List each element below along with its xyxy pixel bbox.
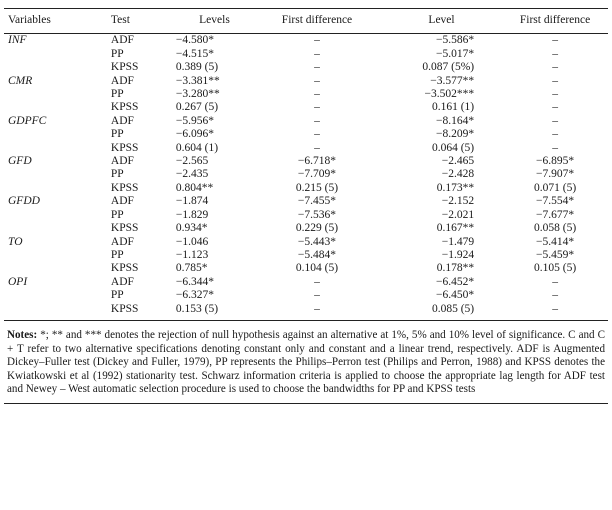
cell-variable: GFDD [8,195,40,208]
cell-first-difference: −7.536* [297,208,337,221]
cell-first-difference-2: 0.058 (5) [533,222,577,235]
cell-first-difference-2: – [552,302,558,315]
cell-level: −3.502*** [424,88,475,101]
cell-first-difference: – [314,74,320,87]
cell-test: ADF [110,34,134,47]
cell-first-difference: −7.455* [297,195,337,208]
cell-test: KPSS [110,262,139,275]
cell-variable: GFD [8,155,32,168]
cell-level: −1.479 [441,235,475,248]
cell-level: −8.209* [436,128,475,141]
cell-variable [4,249,111,262]
cell-first-difference-2: −7.554* [536,195,575,208]
cell-first-difference-2: – [552,47,558,60]
header-first-difference: First difference [253,9,381,34]
cell-test: KPSS [110,222,139,235]
cell-test: ADF [110,235,134,248]
cell-levels: −1.829 [175,208,209,221]
cell-test: KPSS [110,302,139,315]
cell-first-difference: – [314,88,320,101]
cell-levels: 0.389 (5) [175,61,219,74]
cell-level: 0.161 (1) [431,101,475,114]
cell-test: PP [110,289,124,302]
cell-levels: −6.096* [175,128,215,141]
cell-variable [4,101,111,114]
cell-test: PP [110,128,124,141]
cell-first-difference-2: −7.677* [536,208,575,221]
cell-first-difference-2: – [552,289,558,302]
cell-first-difference-2: – [552,101,558,114]
cell-level: 0.064 (5) [431,141,475,154]
cell-first-difference: 0.229 (5) [295,222,339,235]
cell-levels: −5.956* [175,114,215,127]
cell-test: PP [110,248,124,261]
cell-variable [4,209,111,222]
header-variables: Variables [4,9,111,34]
cell-first-difference-2: 0.105 (5) [533,262,577,275]
cell-first-difference: – [314,141,320,154]
cell-first-difference: – [314,47,320,60]
cell-levels: −3.280** [175,88,220,101]
cell-test: ADF [110,275,134,288]
cell-variable [4,61,111,74]
notes-label: Notes: [7,328,38,341]
cell-variable [4,289,111,302]
cell-first-difference-2: – [552,34,558,47]
cell-first-difference-2: −5.459* [536,248,575,261]
cell-level: −5.586* [436,34,475,47]
cell-level: 0.085 (5) [431,302,475,315]
cell-test: ADF [110,195,134,208]
cell-test: ADF [110,74,134,87]
cell-levels: 0.804** [175,181,214,194]
cell-first-difference-2: −7.907* [536,168,575,181]
cell-first-difference-2: – [552,88,558,101]
cell-levels: −2.565 [175,155,209,168]
cell-level: −3.577** [430,74,475,87]
table-row [4,249,608,262]
cell-levels: −1.123 [175,248,209,261]
cell-level: 0.173** [436,181,475,194]
cell-variable [4,142,111,155]
cell-test: PP [110,208,124,221]
cell-level: −1.924 [441,248,475,261]
cell-level: −2.465 [441,155,475,168]
cell-first-difference: – [314,61,320,74]
table-row [4,142,608,155]
cell-levels: 0.153 (5) [175,302,219,315]
cell-first-difference: – [314,114,320,127]
cell-test: KPSS [110,181,139,194]
table-row [4,101,608,114]
cell-first-difference-2: −5.414* [536,235,575,248]
table-row [4,128,608,141]
cell-levels: −1.874 [175,195,209,208]
cell-variable [4,168,111,181]
cell-first-difference: – [314,34,320,47]
table-row [4,236,608,249]
cell-test: PP [110,47,124,60]
header-test: Test [111,9,176,34]
header-levels: Levels [176,9,253,34]
cell-first-difference-2: – [552,141,558,154]
cell-variable: GDPFC [8,114,47,127]
cell-first-difference-2: – [552,61,558,74]
cell-variable: OPI [8,275,28,288]
cell-first-difference: −5.484* [297,248,337,261]
cell-variable [4,48,111,61]
cell-levels: 0.267 (5) [175,101,219,114]
cell-first-difference: −7.709* [297,168,337,181]
table-row [4,182,608,195]
table-row [4,262,608,275]
cell-levels: 0.604 (1) [175,141,219,154]
table-row [4,289,608,302]
cell-level: −6.452* [436,275,475,288]
cell-variable [4,88,111,101]
table-row [4,75,608,88]
cell-test: PP [110,168,124,181]
cell-level: −5.017* [436,47,475,60]
cell-first-difference: – [314,302,320,315]
cell-levels: −2.435 [175,168,209,181]
table-row [4,276,608,289]
cell-first-difference-2: 0.071 (5) [533,181,577,194]
cell-first-difference: −6.718* [297,155,337,168]
cell-level: 0.178** [436,262,475,275]
table-row [4,195,608,208]
header-level: Level [381,9,502,34]
cell-level: −2.152 [441,195,475,208]
cell-test: PP [110,88,124,101]
table-row [4,222,608,235]
cell-test: ADF [110,114,134,127]
unit-root-table [4,8,608,320]
cell-variable [4,128,111,141]
cell-first-difference: – [314,128,320,141]
header-first-difference-2: First difference [502,9,608,34]
cell-variable [4,222,111,235]
table-header-row [4,9,608,34]
table-row [4,209,608,222]
cell-variable [4,262,111,275]
table-body [4,34,608,320]
cell-levels: −6.344* [175,275,215,288]
table-row [4,168,608,181]
cell-variable [4,303,111,320]
cell-levels: −4.515* [175,47,215,60]
cell-level: 0.087 (5%) [422,61,475,74]
table-notes [4,320,608,404]
cell-level: −2.428 [441,168,475,181]
notes-text: *; ** and *** denotes the rejection of null hypothesis against an alternative at 1%, 5% and 10% level of significance. C and C + T refer to two alternative specifications denoting constant only and constant and a linear trend, respectively. ADF is Augmented Dickey–Fuller test (Dickey and Fuller, 1979), PP represents the Philips–Perron test (Philips and Perron, 1988) and KPSS denotes the Kwiatkowski et al (1992) stationarity test. Schwarz information criteria is applied to choose the appropriate lag length for ADF test and Newey – West automatic selection procedure is used to choose the bandwidths for PP and KPSS tests [7,328,605,396]
cell-level: 0.167** [436,222,475,235]
table-row [4,155,608,168]
cell-first-difference: −5.443* [297,235,337,248]
cell-first-difference-2: −6.895* [536,155,575,168]
unit-root-table-figure [4,0,608,404]
cell-first-difference: 0.215 (5) [295,181,339,194]
cell-first-difference-2: – [552,128,558,141]
cell-variable [4,182,111,195]
cell-level: −6.450* [436,289,475,302]
table-row [4,48,608,61]
cell-levels: 0.934* [175,222,208,235]
cell-first-difference: – [314,289,320,302]
cell-first-difference: – [314,101,320,114]
cell-first-difference-2: – [552,275,558,288]
table-row [4,34,608,48]
table-row [4,88,608,101]
cell-test: KPSS [110,101,139,114]
cell-variable: TO [8,235,23,248]
cell-level: −2.021 [441,208,475,221]
table-row [4,115,608,128]
table-row [4,61,608,74]
cell-first-difference: – [314,275,320,288]
cell-level: −8.164* [436,114,475,127]
cell-variable: CMR [8,74,33,87]
cell-test: KPSS [110,61,139,74]
table-row [4,303,608,320]
cell-test: ADF [110,155,134,168]
cell-levels: −4.580* [175,34,215,47]
cell-variable: INF [8,34,27,47]
cell-first-difference: 0.104 (5) [295,262,339,275]
cell-first-difference-2: – [552,74,558,87]
cell-levels: −6.327* [175,289,215,302]
cell-levels: 0.785* [175,262,208,275]
cell-first-difference-2: – [552,114,558,127]
cell-test: KPSS [110,141,139,154]
cell-levels: −1.046 [175,235,209,248]
cell-levels: −3.381** [175,74,220,87]
